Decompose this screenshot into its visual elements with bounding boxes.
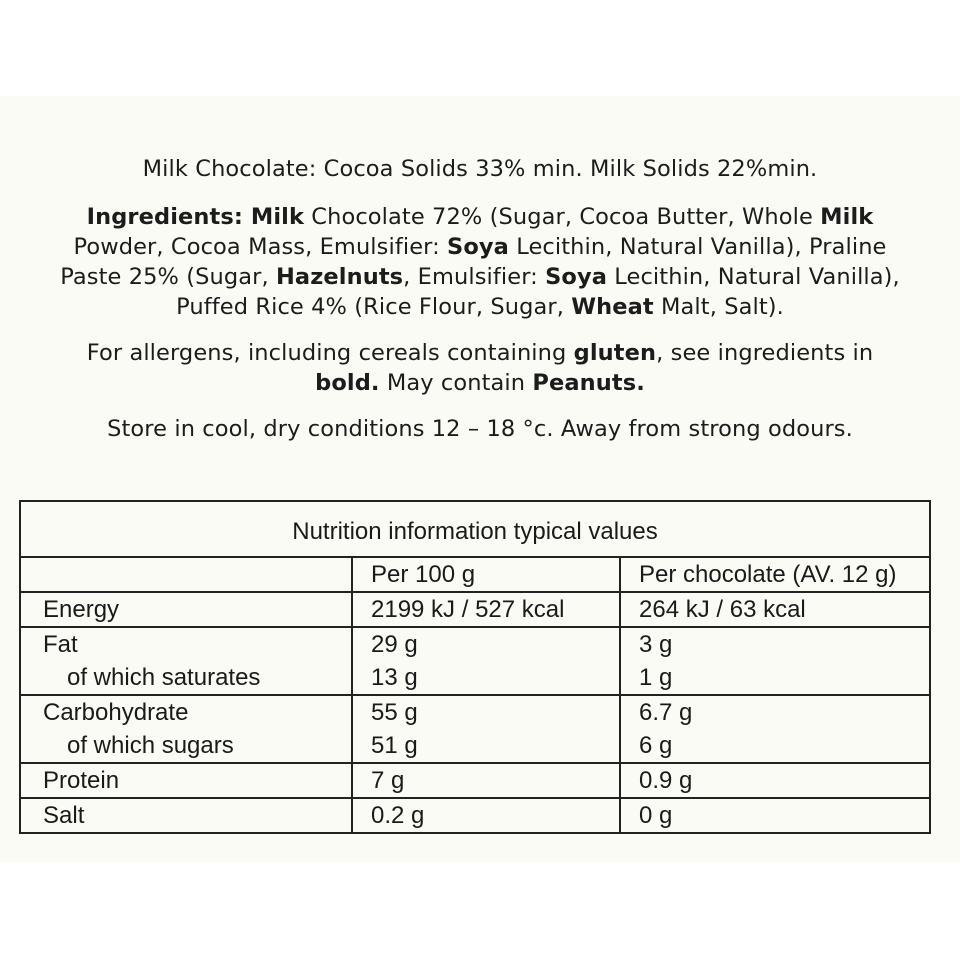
storage-text: Store in cool, dry conditions 12 – 18 °c. Away from strong odours.: [107, 416, 853, 442]
ingredients-line-2: Powder, Cocoa Mass, Emulsifier: Soya Lecithin, Natural Vanilla), Praline: [73, 234, 887, 260]
cocoa-solids-text: Milk Chocolate: Cocoa Solids 33% min. Milk Solids 22%min.: [142, 156, 818, 182]
header-per-100g: Per 100 g: [352, 557, 620, 592]
nutrient-label: Fat: [20, 627, 352, 661]
header-per-chocolate: Per chocolate (AV. 12 g): [620, 557, 930, 592]
nutrient-sublabel: of which sugars: [20, 729, 352, 763]
per-100g-value: 7 g: [352, 763, 620, 798]
per-100g-value: 2199 kJ / 527 kcal: [352, 592, 620, 627]
header-blank: [20, 557, 352, 592]
per-100g-value: 13 g: [352, 661, 620, 695]
table-row: [20, 763, 930, 798]
per-chocolate-value: 0 g: [620, 798, 930, 833]
table-row: [20, 798, 930, 833]
ingredients-heading: Ingredients: Milk: [86, 204, 305, 230]
nutrient-label: Protein: [20, 763, 352, 798]
table-row: [20, 661, 930, 695]
allergen-advice: [20, 338, 940, 398]
allergen-line-1: For allergens, including cereals containing gluten, see ingredients in: [86, 340, 874, 366]
per-chocolate-value: 3 g: [620, 627, 930, 661]
cocoa-solids-statement: [20, 154, 940, 184]
per-100g-value: 51 g: [352, 729, 620, 763]
nutrient-label: Salt: [20, 798, 352, 833]
nutrition-table: [19, 500, 931, 834]
allergen-line-2: bold. May contain Peanuts.: [315, 370, 645, 396]
ingredients-line-3: Paste 25% (Sugar, Hazelnuts, Emulsifier: Soya Lecithin, Natural Vanilla),: [60, 264, 900, 290]
per-chocolate-value: 264 kJ / 63 kcal: [620, 592, 930, 627]
nutrient-label: Carbohydrate: [20, 695, 352, 729]
per-100g-value: 29 g: [352, 627, 620, 661]
nutrition-header-row: [20, 557, 930, 592]
table-row: [20, 695, 930, 729]
per-100g-value: 55 g: [352, 695, 620, 729]
table-row: [20, 627, 930, 661]
storage-instructions: [20, 414, 940, 444]
nutrition-caption: Nutrition information typical values: [20, 501, 930, 557]
nutrient-label: Energy: [20, 592, 352, 627]
ingredients-list: [20, 202, 940, 322]
product-label-panel: [0, 96, 960, 862]
ingredients-line-1: Ingredients: Milk Chocolate 72% (Sugar, Cocoa Butter, Whole Milk: [86, 204, 874, 230]
per-100g-value: 0.2 g: [352, 798, 620, 833]
nutrient-sublabel: of which saturates: [20, 661, 352, 695]
table-row: [20, 729, 930, 763]
ingredients-line-4: Puffed Rice 4% (Rice Flour, Sugar, Wheat Malt, Salt).: [176, 294, 784, 320]
per-chocolate-value: 1 g: [620, 661, 930, 695]
per-chocolate-value: 6 g: [620, 729, 930, 763]
per-chocolate-value: 6.7 g: [620, 695, 930, 729]
per-chocolate-value: 0.9 g: [620, 763, 930, 798]
nutrition-caption-row: [20, 501, 930, 557]
table-row: [20, 592, 930, 627]
